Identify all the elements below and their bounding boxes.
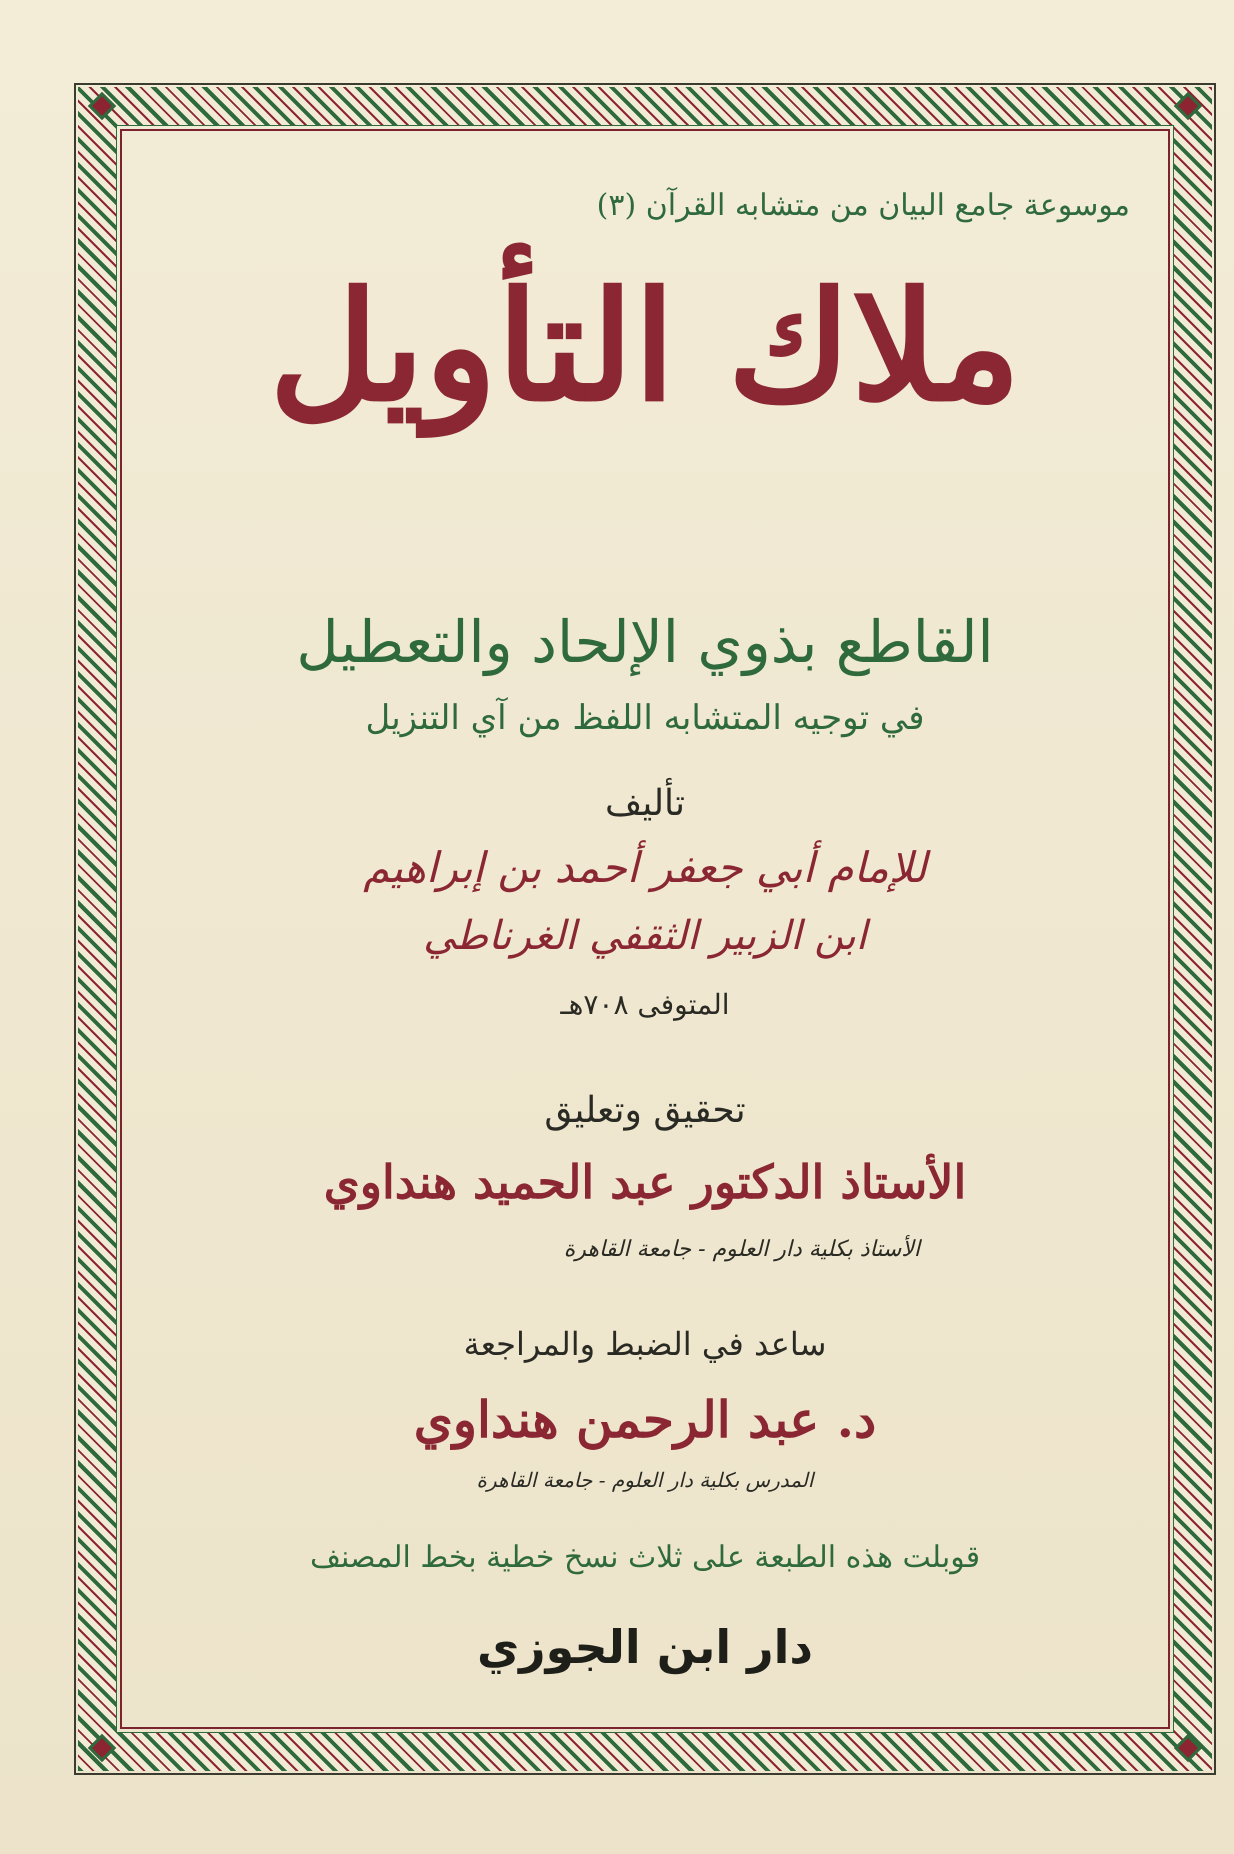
manuscript-note: قوبلت هذه الطبعة على ثلاث نسخ خطية بخط المصنف	[309, 1540, 981, 1575]
publisher-name: دار ابن الجوزي	[477, 1620, 813, 1674]
assist-label: ساعد في الضبط والمراجعة	[463, 1325, 827, 1363]
assistant-affiliation: المدرس بكلية دار العلوم - جامعة القاهرة	[476, 1468, 814, 1492]
book-title: ملاك التأويل	[269, 259, 1021, 435]
author-line-1: للإمام أبي جعفر أحمد بن إبراهيم	[363, 843, 927, 892]
editing-label: تحقيق وتعليق	[544, 1090, 746, 1131]
author-line-2: ابن الزبير الثقفي الغرناطي	[423, 913, 867, 959]
authorship-label: تأليف	[604, 783, 686, 824]
subtitle-line-1: القاطع بذوي الإلحاد والتعطيل	[296, 608, 994, 676]
cover-content	[140, 150, 1150, 1710]
editor-affiliation: الأستاذ بكلية دار العلوم - جامعة القاهرة	[563, 1237, 920, 1262]
author-death-date: المتوفى ٧٠٨هـ	[560, 988, 730, 1021]
series-title: موسوعة جامع البيان من متشابه القرآن (٣)	[596, 188, 1130, 223]
editor-name: الأستاذ الدكتور عبد الحميد هنداوي	[323, 1155, 967, 1209]
subtitle-line-2: في توجيه المتشابه اللفظ من آي التنزيل	[365, 698, 925, 738]
assistant-name: د. عبد الرحمن هنداوي	[413, 1390, 877, 1449]
